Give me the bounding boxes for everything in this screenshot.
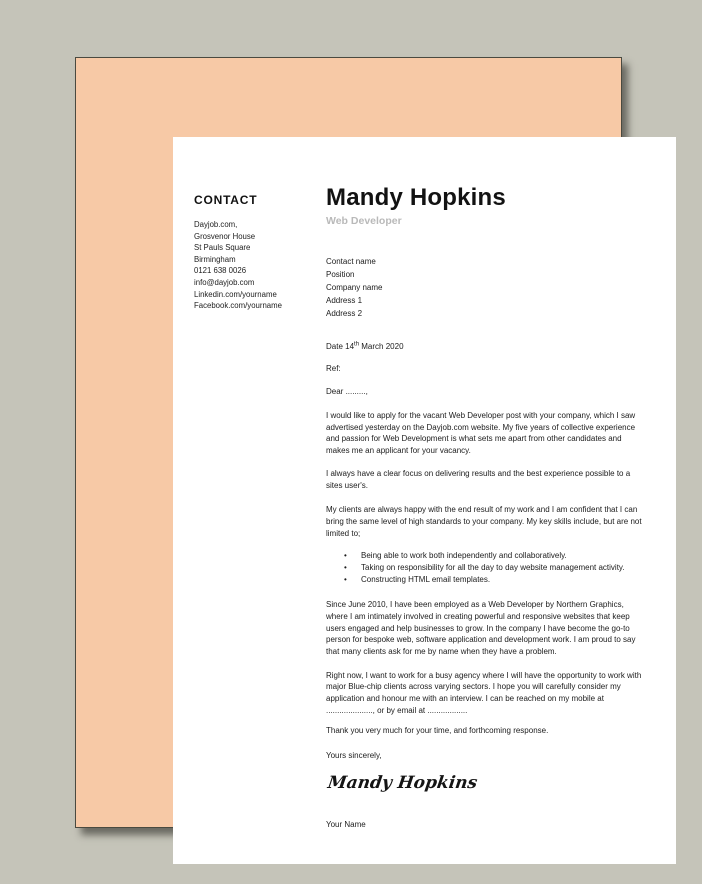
signature: Mandy Hopkins bbox=[326, 773, 479, 794]
bullet-text-responsibility: Taking on responsibility for all the day to day website management activity. bbox=[361, 562, 625, 572]
date-suffix: March 2020 bbox=[359, 342, 404, 351]
applicant-job-title: Web Developer bbox=[326, 215, 402, 227]
contact-line-facebook: Facebook.com/yourname bbox=[194, 301, 282, 311]
bullet-icon: • bbox=[344, 562, 347, 572]
contact-line-address1: Dayjob.com, bbox=[194, 220, 238, 229]
letter-page bbox=[173, 137, 676, 864]
list-item bbox=[344, 550, 646, 562]
date-line bbox=[326, 341, 646, 353]
list-item bbox=[344, 574, 646, 586]
salutation: Dear ........., bbox=[326, 387, 368, 396]
bullet-text-html-templates: Constructing HTML email templates. bbox=[361, 574, 491, 584]
paragraph-thanks: Thank you very much for your time, and forthcoming response. bbox=[326, 726, 549, 736]
paragraph-intro: I would like to apply for the vacant Web Developer post with your company, which I saw advertised yesterday on the Dayjob.com website. My five years of collective experience and passion for Web Development is what sets me apart from other candidates and makes me an applicant for your vacancy. bbox=[326, 411, 636, 456]
recipient-address-2: Address 2 bbox=[326, 309, 363, 318]
applicant-name: Mandy Hopkins bbox=[326, 184, 506, 211]
recipient-company-name: Company name bbox=[326, 283, 383, 292]
recipient-contact-name: Contact name bbox=[326, 257, 376, 266]
contact-line-linkedin: Linkedin.com/yourname bbox=[194, 289, 277, 299]
contact-sidebar bbox=[194, 193, 314, 312]
contact-line-phone: 0121 638 0026 bbox=[194, 266, 247, 276]
bullet-icon: • bbox=[344, 551, 347, 561]
contact-line-address2: Grosvenor House bbox=[194, 231, 256, 241]
skills-bullet-list bbox=[326, 550, 646, 585]
paragraph-focus: I always have a clear focus on delivering results and the best experience possible to a sites user's. bbox=[326, 468, 631, 490]
contact-line-address3: St Pauls Square bbox=[194, 243, 251, 253]
list-item bbox=[344, 562, 646, 574]
letter-body-column bbox=[326, 184, 646, 831]
reference-line: Ref: bbox=[326, 364, 341, 373]
paragraph-experience: Since June 2010, I have been employed as a Web Developer by Northern Graphics, where I am intimately involved in creating powerful and responsive websites that keep users engaged and help businesses to grow. In the company I have become the go-to person for bespoke web, software application and development work. I am proud to say that many clients ask for me by name when they have a problem. bbox=[326, 600, 636, 656]
recipient-block bbox=[326, 255, 646, 320]
paragraph-skills-intro: My clients are always happy with the end result of my work and I am confident that I can bring the same level of high standards to your company. My key skills include, but are not limited to; bbox=[326, 505, 642, 538]
contact-heading: CONTACT bbox=[194, 193, 258, 207]
recipient-position: Position bbox=[326, 270, 355, 279]
bullet-icon: • bbox=[344, 574, 347, 584]
typed-name: Your Name bbox=[326, 820, 366, 830]
contact-line-city: Birmingham bbox=[194, 254, 236, 264]
date-ordinal: th bbox=[354, 341, 360, 348]
document-frame bbox=[75, 57, 642, 830]
paragraph-goals: Right now, I want to work for a busy agency where I will have the opportunity to work with major Blue-chip clients across varying sectors. I hope you will carefully consider my application and honour me with an interview. I can be reached on my mobile at ....................., or by email at .................. bbox=[326, 670, 642, 715]
recipient-address-1: Address 1 bbox=[326, 296, 363, 305]
contact-line-email: info@dayjob.com bbox=[194, 277, 255, 287]
valediction: Yours sincerely, bbox=[326, 751, 382, 761]
date-prefix: Date 14 bbox=[326, 342, 355, 351]
bullet-text-independent-work: Being able to work both independently and collaboratively. bbox=[361, 551, 567, 561]
